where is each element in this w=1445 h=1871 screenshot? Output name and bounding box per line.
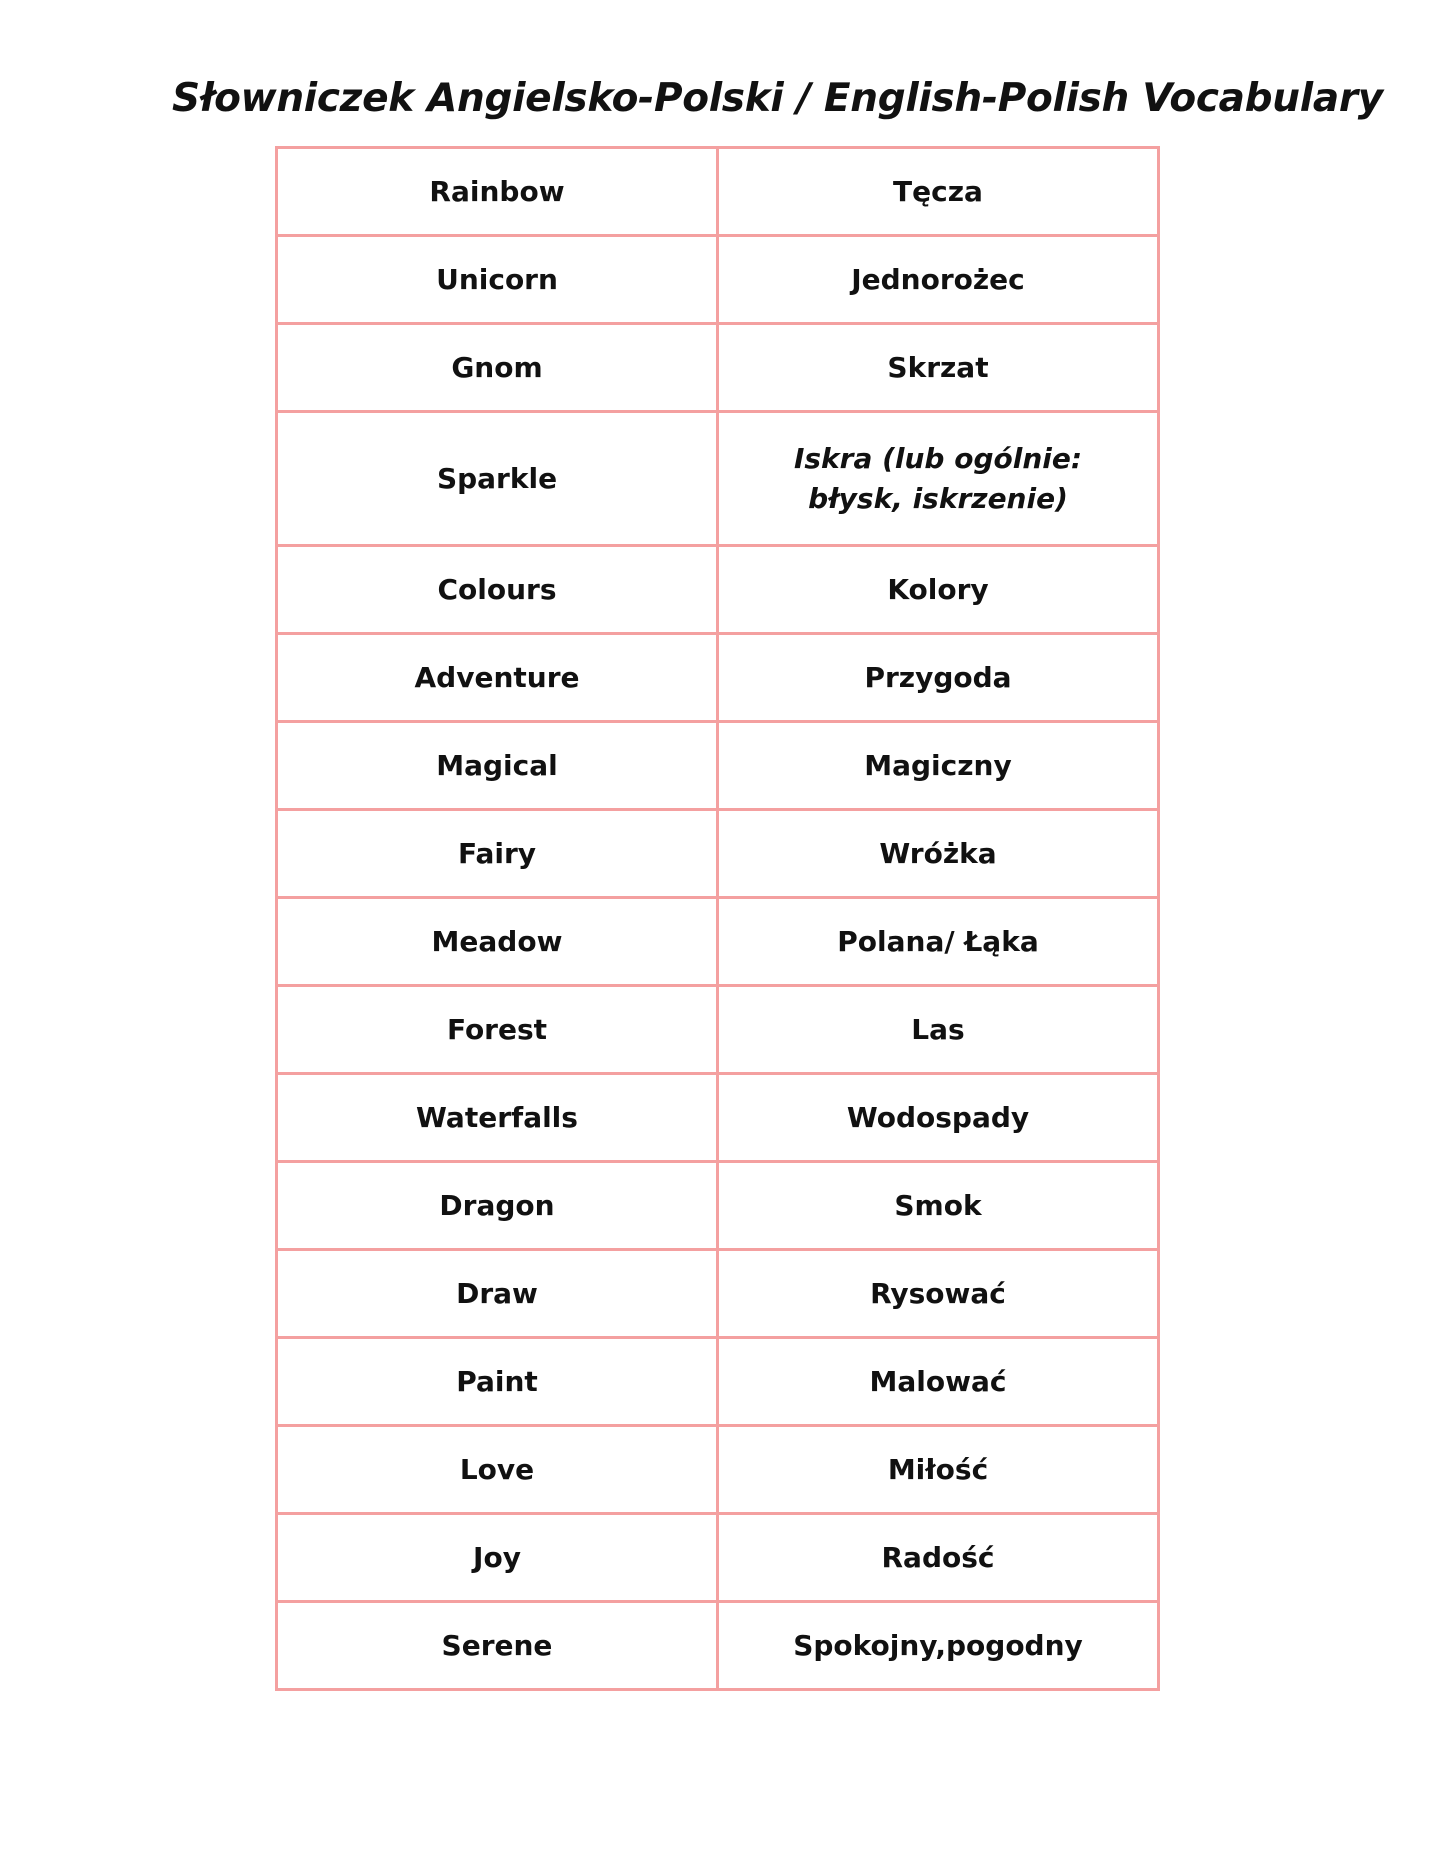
table-row	[277, 722, 1159, 810]
polish-word: Wróżka	[718, 810, 1159, 898]
english-word: Forest	[277, 986, 718, 1074]
english-word: Paint	[277, 1338, 718, 1426]
table-row	[277, 986, 1159, 1074]
english-word: Love	[277, 1426, 718, 1514]
table-row	[277, 412, 1159, 546]
english-word: Waterfalls	[277, 1074, 718, 1162]
english-word: Meadow	[277, 898, 718, 986]
english-word: Gnom	[277, 324, 718, 412]
polish-word: Smok	[718, 1162, 1159, 1250]
english-word: Fairy	[277, 810, 718, 898]
polish-word: Skrzat	[718, 324, 1159, 412]
polish-word: Przygoda	[718, 634, 1159, 722]
table-row	[277, 1162, 1159, 1250]
polish-word: Las	[718, 986, 1159, 1074]
polish-word: Wodospady	[718, 1074, 1159, 1162]
polish-word: Tęcza	[718, 148, 1159, 236]
table-row	[277, 148, 1159, 236]
table-row	[277, 634, 1159, 722]
table-row	[277, 810, 1159, 898]
vocabulary-table	[275, 146, 1160, 1691]
table-row	[277, 1074, 1159, 1162]
english-word: Colours	[277, 546, 718, 634]
table-row	[277, 1250, 1159, 1338]
english-word: Unicorn	[277, 236, 718, 324]
english-word: Rainbow	[277, 148, 718, 236]
polish-word: Magiczny	[718, 722, 1159, 810]
table-row	[277, 324, 1159, 412]
table-row	[277, 898, 1159, 986]
english-word: Sparkle	[277, 412, 718, 546]
polish-word: Polana/ Łąka	[718, 898, 1159, 986]
polish-word: Miłość	[718, 1426, 1159, 1514]
table-row	[277, 1426, 1159, 1514]
english-word: Magical	[277, 722, 718, 810]
english-word: Adventure	[277, 634, 718, 722]
polish-word: Iskra (lub ogólnie: błysk, iskrzenie)	[718, 412, 1159, 546]
english-word: Draw	[277, 1250, 718, 1338]
polish-word: Malować	[718, 1338, 1159, 1426]
polish-word: Radość	[718, 1514, 1159, 1602]
polish-word: Kolory	[718, 546, 1159, 634]
page-title: Słowniczek Angielsko-Polski / English-Polish Vocabulary	[172, 76, 1383, 121]
polish-word: Rysować	[718, 1250, 1159, 1338]
table-row	[277, 546, 1159, 634]
polish-word: Spokojny,pogodny	[718, 1602, 1159, 1690]
english-word: Joy	[277, 1514, 718, 1602]
table-row	[277, 1338, 1159, 1426]
table-row	[277, 1514, 1159, 1602]
polish-word: Jednorożec	[718, 236, 1159, 324]
table-row	[277, 236, 1159, 324]
english-word: Dragon	[277, 1162, 718, 1250]
table-row	[277, 1602, 1159, 1690]
english-word: Serene	[277, 1602, 718, 1690]
